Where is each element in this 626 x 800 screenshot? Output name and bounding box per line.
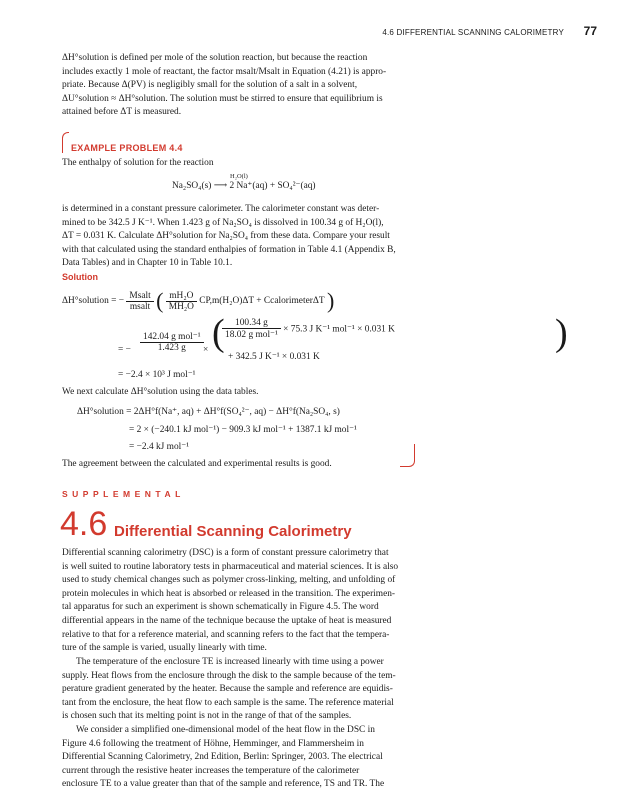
intro-line: ΔU°solution ≈ ΔH°solution. The solution must be stirred to ensure that equilibrium is <box>62 93 383 104</box>
equation-4: ΔH°solution = 2ΔH°f(Na⁺, aq) + ΔH°f(SO₄²⁻, aq) − ΔH°f(Na₂SO₄, s) <box>77 407 340 417</box>
eq2-inner-den: 18.02 g mol⁻¹ <box>225 330 278 340</box>
example-title: EXAMPLE PROBLEM 4.4 <box>71 143 183 153</box>
problem-line: mined to be 342.5 J K⁻¹. When 1.423 g of Na₂SO₄ is dissolved in 100.34 g of H₂O(l), <box>62 217 384 228</box>
eq1-fraction <box>126 291 153 312</box>
body-line: relative to that for a reference material, and scanning refers to the fact that the tempera- <box>62 629 390 640</box>
problem-line: ΔT = 0.031 K. Calculate ΔH°solution for Na₂SO₄ from these data. Compare your result <box>62 231 390 242</box>
example-intro: The enthalpy of solution for the reaction <box>62 158 214 168</box>
body-line: supply. Heat flows from the enclosure through the disk to the sample because of the tem- <box>62 670 396 681</box>
reaction-arrow-label: H₂O(l) <box>230 173 248 180</box>
body-line: Figure 4.6 following the treatment of Höhne, Hemminger, and Flammersheim in <box>62 738 364 749</box>
supplemental-label: SUPPLEMENTAL <box>62 489 185 499</box>
body-line: differential appears in the name of the technique because the uptake of heat is measured <box>62 615 392 626</box>
equation-3: = −2.4 × 10³ J mol⁻¹ <box>118 370 196 380</box>
body-line: Differential Scanning Calorimetry, 2nd Edition, Berlin: Springer, 2003. The electrical <box>62 752 383 763</box>
body-line: is well suited to routine laboratory tests in pharmaceutical and material sciences. It is also <box>62 561 399 572</box>
intro-line: includes exactly 1 mole of reactant, the factor msalt/Msalt in Equation (4.21) is appro- <box>62 66 387 77</box>
eq2-inner-num: 100.34 g <box>222 318 281 329</box>
body-line: is chosen such that its melting point is not in the range of that of the samples. <box>62 711 352 722</box>
example-end-mark <box>400 444 415 467</box>
eq2-num: 142.04 g mol⁻¹ <box>140 331 204 343</box>
body-paragraph-2 <box>62 656 564 724</box>
eq2-eq-sign: = − <box>118 345 131 355</box>
eq2-inner <box>222 318 395 340</box>
intro-paragraph <box>62 52 564 120</box>
section-number: 4.6 <box>60 505 108 543</box>
eq1-lhs: ΔH°solution = − <box>62 296 125 306</box>
eq2-left-paren: ( <box>212 312 225 354</box>
problem-line: is determined in a constant pressure calorimeter. The calorimeter constant was deter- <box>62 204 380 214</box>
eq1-inner-fraction <box>166 291 197 312</box>
problem-line: Data Tables) and in Chapter 10 in Table 10.1. <box>62 258 233 269</box>
section-title: Differential Scanning Calorimetry <box>114 523 352 540</box>
body-paragraph-1 <box>62 547 564 656</box>
eq1-rest: CP,m(H₂O)ΔT + CcalorimeterΔT <box>199 296 325 306</box>
body-line: We consider a simplified one-dimensional model of the heat flow in the DSC in <box>76 725 375 735</box>
body-paragraph-3 <box>62 724 564 792</box>
body-line: tant from the enclosure, the heat flow to each sample is the same. The reference material <box>62 697 394 708</box>
body-line: Differential scanning calorimetry (DSC) is a form of constant pressure calorimetry that <box>62 548 389 558</box>
body-line: used to study chemical changes such as polymer cross-linking, melting, and unfolding of <box>62 575 396 586</box>
eq2-fraction <box>140 331 204 353</box>
example-box-corner <box>62 132 69 153</box>
eq1-inner-den: MH₂O <box>168 301 194 312</box>
equation-6: = −2.4 kJ mol⁻¹ <box>129 442 190 452</box>
page-number: 77 <box>583 24 597 38</box>
body-line: The temperature of the enclosure TE is increased linearly with time using a power <box>76 657 384 667</box>
intro-line: priate. Because Δ(PV) is negligibly small for the solution of a salt in a solvent, <box>62 80 358 91</box>
body-line: current through the resistive heater increases the temperature of the calorimeter <box>62 765 360 776</box>
eq2-times: × <box>203 345 209 355</box>
running-header-title: 4.6 DIFFERENTIAL SCANNING CALORIMETRY <box>382 28 564 37</box>
eq1-inner-num: mH₂O <box>166 291 197 302</box>
reaction-equation <box>172 173 316 191</box>
example-problem-text <box>62 203 564 271</box>
solution-label: Solution <box>62 272 98 282</box>
eq2-den: 1.423 g <box>157 343 186 353</box>
next-calc-text: We next calculate ΔH°solution using the data tables. <box>62 387 259 397</box>
intro-line: ΔH°solution is defined per mole of the solution reaction, but because the reaction <box>62 53 368 63</box>
problem-line: with that calculated using the standard enthalpies of formation in Table 4.1 (Appendix B, <box>62 244 396 255</box>
body-line: protein molecules in which heat is absorbed or released in the transition. The experimen- <box>62 588 396 599</box>
equation-1: ΔH°solution = − $\frac{\text{Msalt}}{\text{msalt}}$ ( $\frac{\text{mH₂O}}{\text{MH₂O}}$ CP,m(H₂O)ΔT + CcalorimeterΔT ) <box>62 288 335 313</box>
body-line: ture of the sample is varied, usually linearly with time. <box>62 643 267 654</box>
eq2-inner-rest: × 75.3 J K⁻¹ mol⁻¹ × 0.031 K <box>283 324 395 335</box>
intro-line: attained before ΔT is measured. <box>62 107 182 118</box>
eq1-den: msalt <box>129 301 151 312</box>
body-line: tal apparatus for such an experiment is shown schematically in Figure 4.5. The word <box>62 602 379 613</box>
eq2-right-paren: ) <box>555 312 568 354</box>
conclusion-text: The agreement between the calculated and experimental results is good. <box>62 459 332 469</box>
body-line: perature gradient generated by the heater. Because the sample and reference are equidis- <box>62 684 393 695</box>
eq2-second-line: + 342.5 J K⁻¹ × 0.031 K <box>228 352 320 362</box>
eq1-num: Msalt <box>126 291 153 302</box>
body-line: enclosure TE to a value greater than that of the sample and reference, TS and TR. The <box>62 779 385 790</box>
reaction-text: Na₂SO₄(s) ⟶ 2 Na⁺(aq) + SO₄²⁻(aq) <box>172 181 316 191</box>
equation-5: = 2 × (−240.1 kJ mol⁻¹) − 909.3 kJ mol⁻¹ + 1387.1 kJ mol⁻¹ <box>129 425 357 435</box>
